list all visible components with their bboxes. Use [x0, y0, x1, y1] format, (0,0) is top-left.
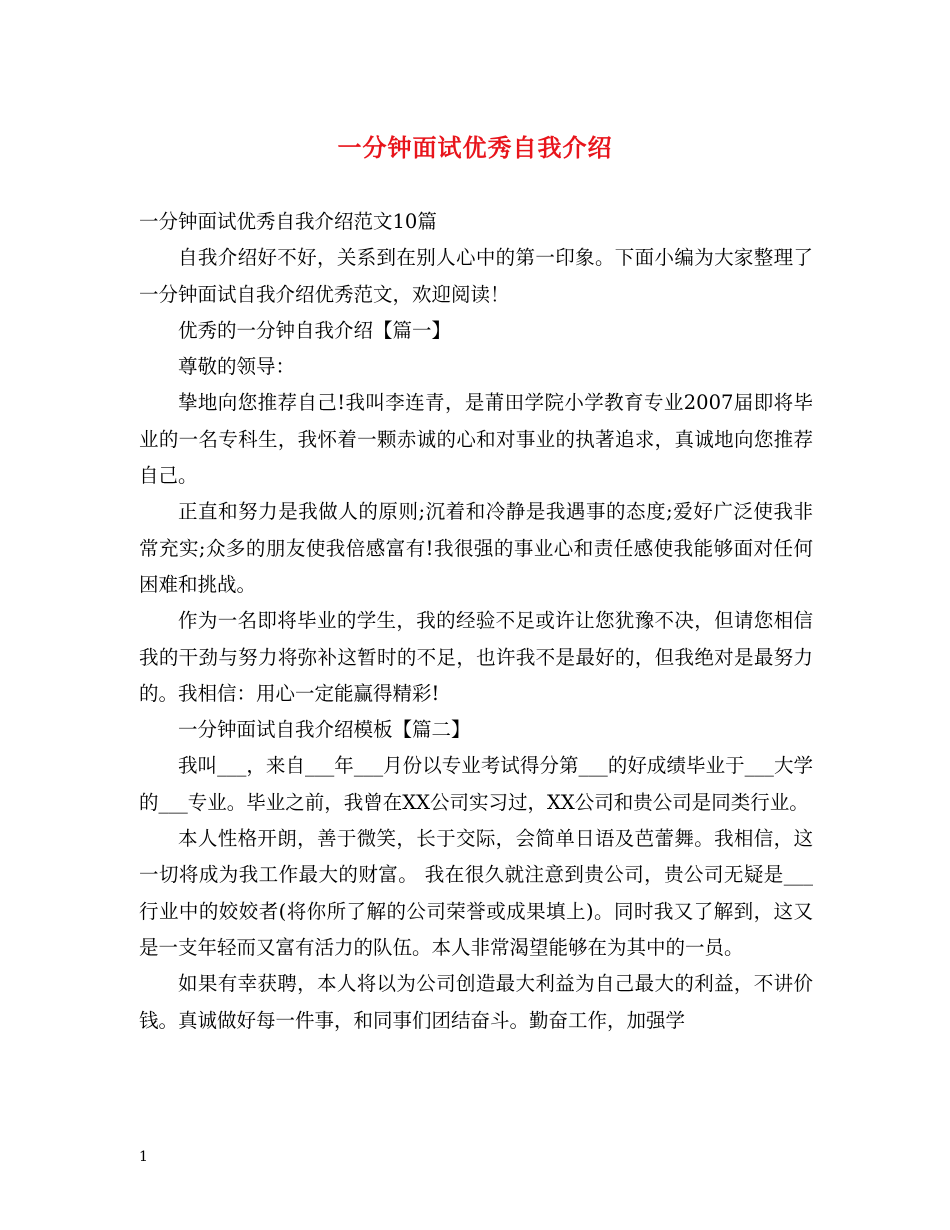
paragraph: 本人性格开朗，善于微笑，长于交际，会简单日语及芭蕾舞。我相信，这一切将成为我工作最大的财富。 我在很久就注意到贵公司，贵公司无疑是___行业中的姣姣者(将你所了解的公司荣誉或成果填上)。同时我又了解到，这又是一支年轻而又富有活力的队伍。本人非常渴望能够在为其中的一员。: [139, 827, 813, 959]
document-subtitle: 一分钟面试优秀自我介绍范文10篇: [139, 210, 437, 233]
paragraph: 自我介绍好不好，关系到在别人心中的第一印象。下面小编为大家整理了一分钟面试自我介绍优秀范文，欢迎阅读！: [139, 246, 813, 306]
paragraph: 如果有幸获聘，本人将以为公司创造最大利益为自己最大的利益，不讲价钱。真诚做好每一件事，和同事们团结奋斗。勤奋工作，加强学: [139, 972, 813, 1032]
section-heading: 一分钟面试自我介绍模板【篇二】: [178, 718, 471, 742]
document-title: 一分钟面试优秀自我介绍: [337, 133, 613, 162]
paragraph: 我叫___，来自___年___月份以专业考试得分第___的好成绩毕业于___大学的___专业。毕业之前，我曾在XX公司实习过，XX公司和贵公司是同类行业。: [139, 754, 813, 814]
salutation: 尊敬的领导：: [178, 355, 296, 379]
paragraph: 作为一名即将毕业的学生，我的经验不足或许让您犹豫不决，但请您相信我的干劲与努力将弥补这暂时的不足，也许我不是最好的，但我绝对是最努力的。我相信：用心一定能赢得精彩!: [139, 609, 813, 705]
document-body: [139, 204, 813, 1039]
paragraph: 正直和努力是我做人的原则;沉着和冷静是我遇事的态度;爱好广泛使我非常充实;众多的朋友使我倍感富有!我很强的事业心和责任感使我能够面对任何困难和挑战。: [139, 500, 813, 596]
page-number: 1: [139, 1149, 148, 1165]
paragraph: 挚地向您推荐自己!我叫李连青，是莆田学院小学教育专业2007届即将毕业的一名专科生，我怀着一颗赤诚的心和对事业的执著追求，真诚地向您推荐自己。: [139, 391, 813, 488]
section-heading: 优秀的一分钟自我介绍【篇一】: [178, 318, 452, 342]
